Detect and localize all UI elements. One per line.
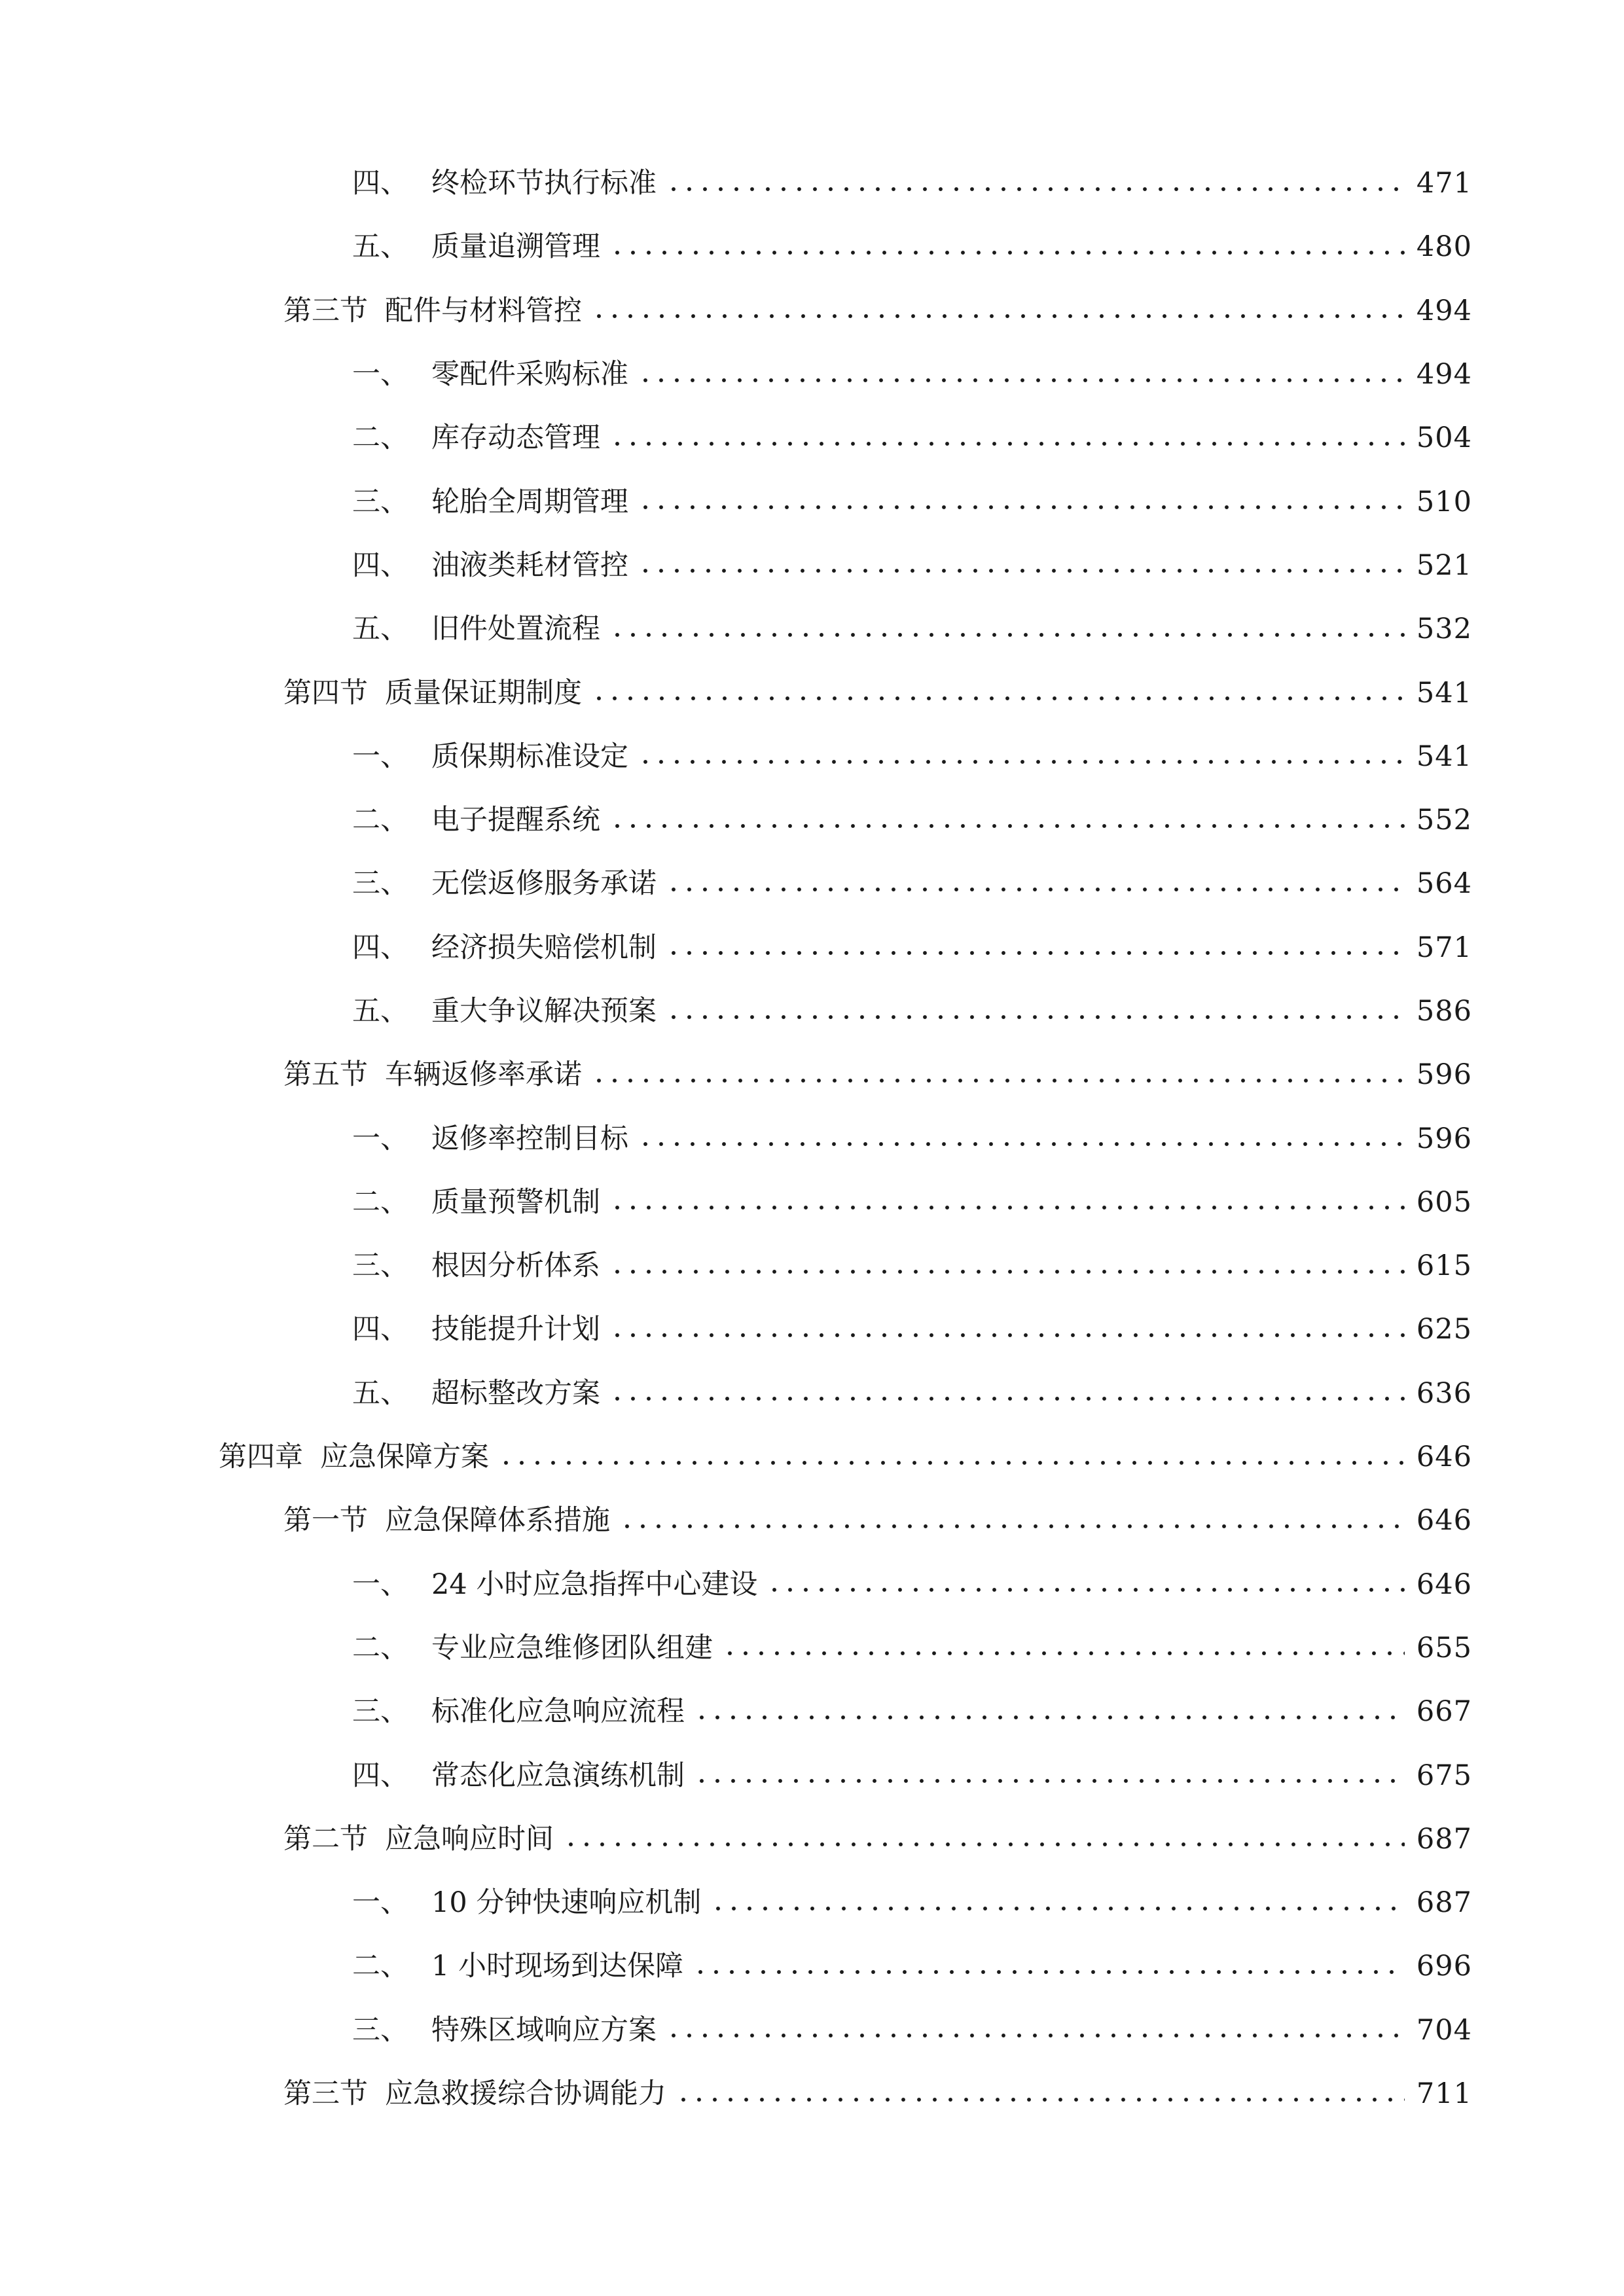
toc-entry-title: 超标整改方案 bbox=[431, 1376, 600, 1410]
dot-leader bbox=[694, 1767, 1405, 1795]
toc-entry-page-number: 504 bbox=[1416, 422, 1472, 455]
toc-entry[interactable] bbox=[0, 279, 1624, 343]
toc-entry-page-number: 541 bbox=[1416, 740, 1472, 773]
dot-leader bbox=[638, 1130, 1405, 1158]
dot-leader bbox=[676, 2085, 1405, 2113]
toc-entry-title: 常态化应急演练机制 bbox=[431, 1759, 685, 1792]
dot-leader bbox=[666, 175, 1405, 203]
toc-entry-number: 四、 bbox=[352, 931, 408, 964]
dot-leader bbox=[638, 366, 1405, 394]
toc-entry-title: 油液类耗材管控 bbox=[431, 548, 628, 582]
toc-entry[interactable] bbox=[0, 598, 1624, 661]
dot-leader bbox=[638, 493, 1405, 522]
toc-entry-title: 电子提醒系统 bbox=[431, 804, 600, 837]
toc-entry-number: 一、 bbox=[352, 358, 408, 391]
toc-entry-title: 专业应急维修团队组建 bbox=[431, 1631, 713, 1664]
toc-entry-page-number: 532 bbox=[1416, 613, 1472, 646]
toc-entry-page-number: 711 bbox=[1416, 2077, 1472, 2111]
toc-entry[interactable] bbox=[0, 1362, 1624, 1426]
dot-leader bbox=[666, 939, 1405, 967]
toc-entry[interactable] bbox=[0, 1107, 1624, 1170]
toc-entry-page-number: 646 bbox=[1416, 1504, 1472, 1537]
toc-entry-number: 一、 bbox=[352, 1886, 408, 1920]
toc-entry[interactable] bbox=[0, 534, 1624, 598]
toc-entry-number: 四、 bbox=[352, 167, 408, 200]
dot-leader bbox=[767, 1576, 1405, 1604]
toc-entry-title: 24 小时应急指挥中心建设 bbox=[431, 1568, 758, 1601]
toc-entry-heading-label: 第五节 bbox=[283, 1058, 368, 1092]
toc-entry[interactable] bbox=[0, 1426, 1624, 1489]
toc-entry-number: 五、 bbox=[352, 995, 408, 1028]
toc-entry-title: 10 分钟快速响应机制 bbox=[431, 1886, 702, 1920]
toc-entry-title: 轮胎全周期管理 bbox=[431, 485, 628, 518]
toc-entry-title: 返修率控制目标 bbox=[431, 1122, 628, 1155]
toc-entry-page-number: 571 bbox=[1416, 931, 1472, 964]
toc-entry-number: 三、 bbox=[352, 2013, 408, 2047]
toc-entry-page-number: 541 bbox=[1416, 676, 1472, 709]
dot-leader bbox=[609, 238, 1405, 266]
toc-entry-title: 质量保证期制度 bbox=[385, 676, 582, 709]
toc-entry-title: 标准化应急响应流程 bbox=[431, 1695, 685, 1729]
toc-entry[interactable] bbox=[0, 1234, 1624, 1298]
toc-entry-title: 旧件处置流程 bbox=[431, 613, 600, 646]
toc-entry-heading-label: 第二节 bbox=[283, 1822, 368, 1856]
dot-leader bbox=[498, 1448, 1405, 1477]
dot-leader bbox=[619, 1512, 1405, 1540]
toc-entry-number: 一、 bbox=[352, 1568, 408, 1601]
dot-leader bbox=[609, 1257, 1405, 1285]
toc-entry-number: 二、 bbox=[352, 1631, 408, 1664]
toc-entry[interactable] bbox=[0, 470, 1624, 533]
dot-leader bbox=[609, 1385, 1405, 1413]
toc-entry-number: 一、 bbox=[352, 740, 408, 773]
toc-entry[interactable] bbox=[0, 343, 1624, 406]
toc-entry-title: 质量追溯管理 bbox=[431, 230, 600, 264]
toc-entry-page-number: 586 bbox=[1416, 995, 1472, 1028]
toc-entry-page-number: 646 bbox=[1416, 1441, 1472, 1474]
toc-entry[interactable] bbox=[0, 852, 1624, 916]
toc-entry-title: 经济损失赔偿机制 bbox=[431, 931, 657, 964]
toc-entry[interactable] bbox=[0, 2062, 1624, 2126]
dot-leader bbox=[563, 1831, 1405, 1859]
dot-leader bbox=[666, 2022, 1405, 2050]
toc-entry-heading-label: 第三节 bbox=[283, 294, 368, 327]
toc-entry[interactable] bbox=[0, 1935, 1624, 1998]
dot-leader bbox=[666, 875, 1405, 903]
toc-entry-number: 五、 bbox=[352, 230, 408, 264]
toc-entry-page-number: 655 bbox=[1416, 1631, 1472, 1664]
toc-entry[interactable] bbox=[0, 406, 1624, 470]
toc-entry-heading-label: 第四章 bbox=[219, 1441, 303, 1474]
toc-entry-title: 配件与材料管控 bbox=[385, 294, 582, 327]
dot-leader bbox=[638, 748, 1405, 776]
toc-entry-number: 一、 bbox=[352, 1122, 408, 1155]
toc-entry-title: 应急保障体系措施 bbox=[385, 1504, 610, 1537]
toc-entry-title: 技能提升计划 bbox=[431, 1313, 600, 1346]
table-of-contents bbox=[0, 152, 1624, 2126]
toc-entry-page-number: 521 bbox=[1416, 548, 1472, 582]
toc-entry-title: 特殊区域响应方案 bbox=[431, 2013, 657, 2047]
toc-entry[interactable] bbox=[0, 725, 1624, 789]
toc-entry-number: 三、 bbox=[352, 1695, 408, 1729]
toc-entry-title: 重大争议解决预案 bbox=[431, 995, 657, 1028]
toc-entry-page-number: 471 bbox=[1416, 167, 1472, 200]
dot-leader bbox=[609, 429, 1405, 457]
dot-leader bbox=[722, 1640, 1405, 1668]
toc-entry-title: 1 小时现场到达保障 bbox=[431, 1950, 684, 1983]
toc-entry-number: 三、 bbox=[352, 867, 408, 901]
toc-entry-number: 二、 bbox=[352, 1950, 408, 1983]
toc-entry-title: 根因分析体系 bbox=[431, 1249, 600, 1283]
toc-entry-page-number: 596 bbox=[1416, 1122, 1472, 1155]
toc-entry[interactable] bbox=[0, 661, 1624, 725]
toc-entry-page-number: 596 bbox=[1416, 1058, 1472, 1092]
toc-entry-page-number: 564 bbox=[1416, 867, 1472, 901]
toc-entry-page-number: 605 bbox=[1416, 1185, 1472, 1219]
dot-leader bbox=[694, 1703, 1405, 1731]
toc-entry-page-number: 615 bbox=[1416, 1249, 1472, 1283]
toc-entry[interactable] bbox=[0, 1617, 1624, 1680]
toc-entry-title: 零配件采购标准 bbox=[431, 358, 628, 391]
toc-entry-title: 质保期标准设定 bbox=[431, 740, 628, 773]
toc-entry-page-number: 696 bbox=[1416, 1950, 1472, 1983]
toc-entry-page-number: 480 bbox=[1416, 230, 1472, 264]
toc-entry-page-number: 667 bbox=[1416, 1695, 1472, 1729]
dot-leader bbox=[609, 1194, 1405, 1222]
toc-entry[interactable] bbox=[0, 916, 1624, 980]
toc-entry-number: 四、 bbox=[352, 1759, 408, 1792]
toc-entry-page-number: 494 bbox=[1416, 294, 1472, 327]
toc-entry-heading-label: 第三节 bbox=[283, 2077, 368, 2111]
toc-entry-title: 无偿返修服务承诺 bbox=[431, 867, 657, 901]
toc-entry-number: 五、 bbox=[352, 613, 408, 646]
dot-leader bbox=[591, 302, 1405, 331]
toc-entry-title: 库存动态管理 bbox=[431, 422, 600, 455]
toc-entry-number: 三、 bbox=[352, 1249, 408, 1283]
toc-entry[interactable] bbox=[0, 980, 1624, 1043]
toc-entry[interactable] bbox=[0, 1553, 1624, 1617]
toc-entry-number: 二、 bbox=[352, 804, 408, 837]
dot-leader bbox=[591, 685, 1405, 713]
dot-leader bbox=[693, 1958, 1405, 1986]
toc-entry-page-number: 636 bbox=[1416, 1376, 1472, 1410]
dot-leader bbox=[591, 1066, 1405, 1094]
toc-entry-page-number: 704 bbox=[1416, 2013, 1472, 2047]
toc-entry-page-number: 675 bbox=[1416, 1759, 1472, 1792]
toc-entry-title: 车辆返修率承诺 bbox=[385, 1058, 582, 1092]
toc-entry-heading-label: 第四节 bbox=[283, 676, 368, 709]
toc-entry[interactable] bbox=[0, 215, 1624, 279]
toc-entry-title: 应急保障方案 bbox=[320, 1441, 489, 1474]
toc-entry[interactable] bbox=[0, 789, 1624, 852]
dot-leader bbox=[710, 1894, 1405, 1922]
toc-entry-title: 应急救援综合协调能力 bbox=[385, 2077, 666, 2111]
toc-entry-page-number: 625 bbox=[1416, 1313, 1472, 1346]
toc-entry[interactable] bbox=[0, 1043, 1624, 1107]
toc-entry[interactable] bbox=[0, 1808, 1624, 1871]
toc-entry-title: 质量预警机制 bbox=[431, 1185, 600, 1219]
toc-entry[interactable] bbox=[0, 1171, 1624, 1234]
toc-entry[interactable] bbox=[0, 152, 1624, 215]
toc-entry-page-number: 687 bbox=[1416, 1886, 1472, 1920]
toc-entry[interactable] bbox=[0, 1744, 1624, 1807]
toc-entry-number: 二、 bbox=[352, 422, 408, 455]
toc-entry-title: 应急响应时间 bbox=[385, 1822, 554, 1856]
toc-entry-number: 四、 bbox=[352, 548, 408, 582]
toc-entry-page-number: 494 bbox=[1416, 358, 1472, 391]
toc-entry-page-number: 646 bbox=[1416, 1568, 1472, 1601]
toc-entry[interactable] bbox=[0, 1298, 1624, 1361]
dot-leader bbox=[666, 1003, 1405, 1031]
dot-leader bbox=[609, 620, 1405, 649]
toc-entry[interactable] bbox=[0, 1680, 1624, 1744]
toc-entry[interactable] bbox=[0, 1871, 1624, 1935]
dot-leader bbox=[609, 1321, 1405, 1349]
toc-entry-number: 五、 bbox=[352, 1376, 408, 1410]
toc-entry-page-number: 687 bbox=[1416, 1822, 1472, 1856]
toc-entry-title: 终检环节执行标准 bbox=[431, 167, 657, 200]
toc-entry-heading-label: 第一节 bbox=[283, 1504, 368, 1537]
toc-entry-number: 二、 bbox=[352, 1185, 408, 1219]
toc-entry-number: 四、 bbox=[352, 1313, 408, 1346]
dot-leader bbox=[638, 557, 1405, 585]
toc-entry-number: 三、 bbox=[352, 485, 408, 518]
toc-entry-page-number: 552 bbox=[1416, 804, 1472, 837]
toc-entry[interactable] bbox=[0, 1999, 1624, 2062]
toc-entry-page-number: 510 bbox=[1416, 485, 1472, 518]
toc-entry[interactable] bbox=[0, 1489, 1624, 1552]
dot-leader bbox=[609, 812, 1405, 840]
